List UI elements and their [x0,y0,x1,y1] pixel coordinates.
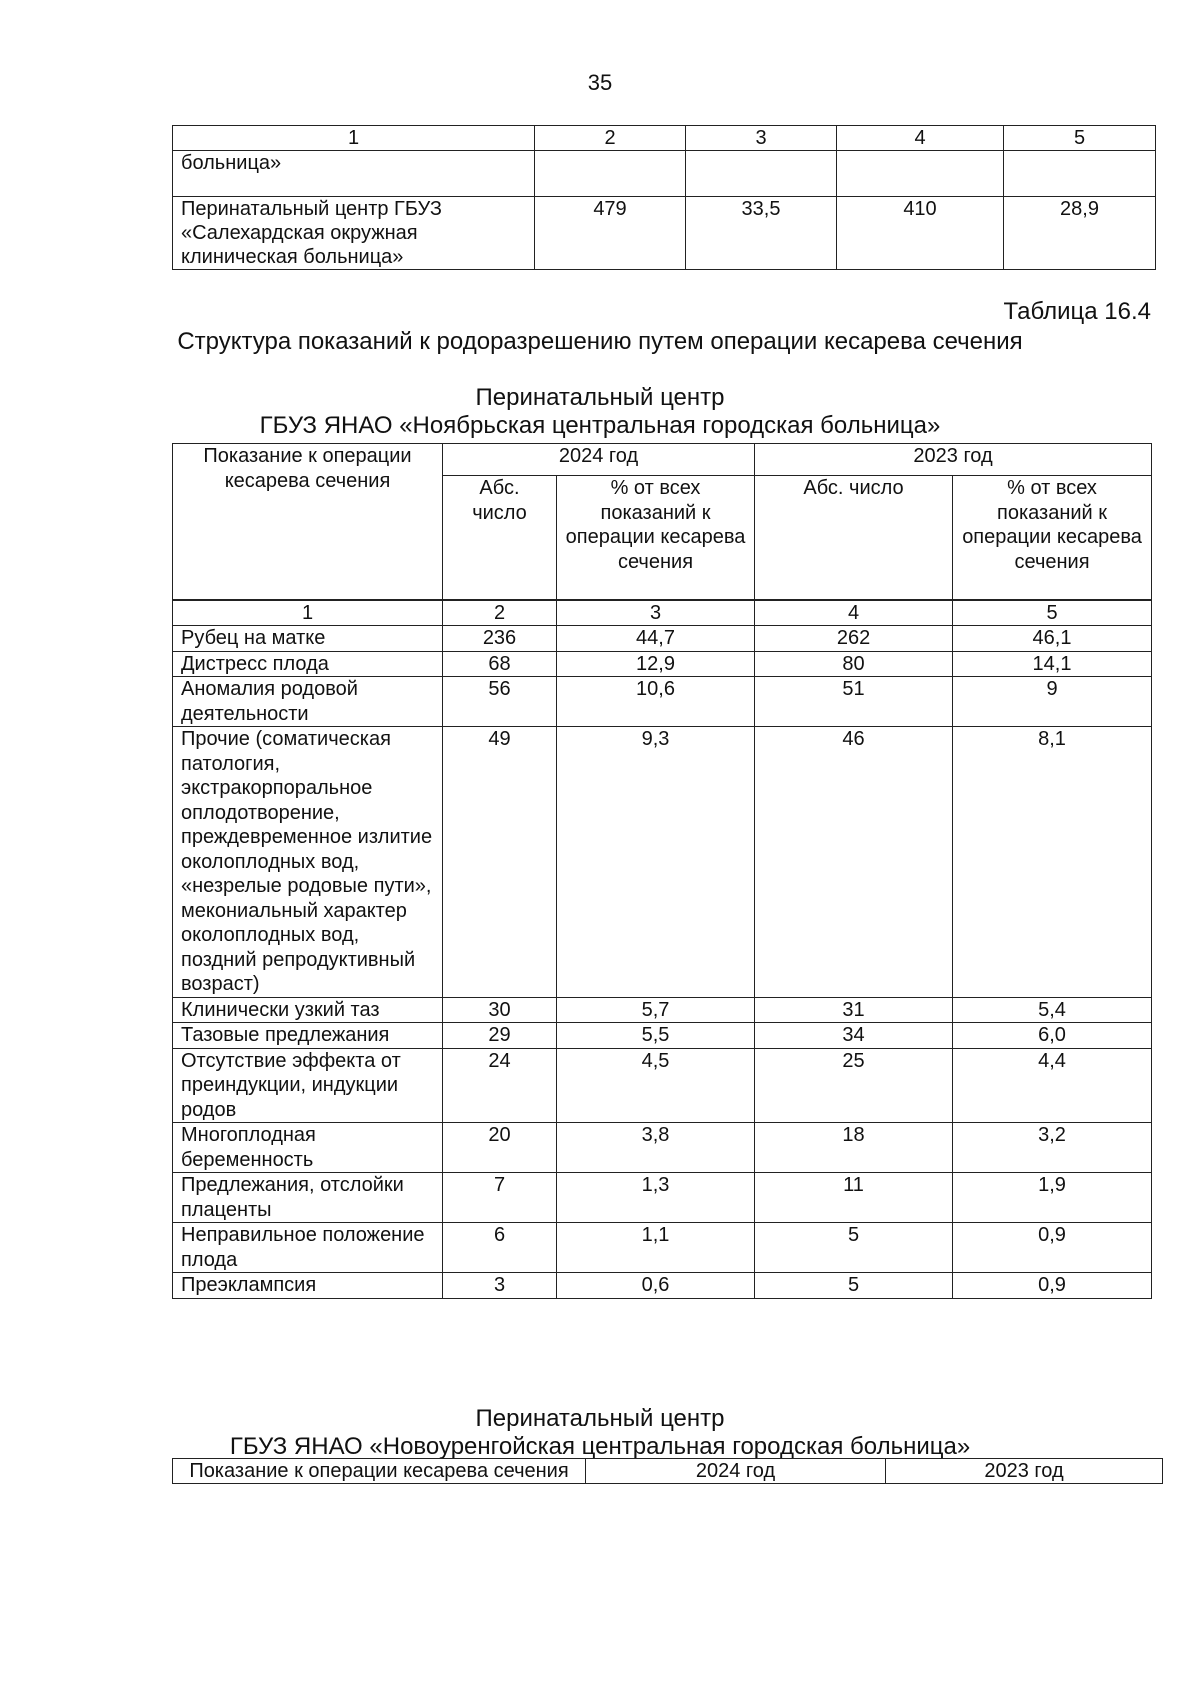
table-cell: 14,1 [953,651,1152,677]
row-label: Клинически узкий таз [173,997,443,1023]
top-table-continuation [172,125,1156,270]
table-cell: 0,9 [953,1223,1152,1273]
table-cell: 262 [755,626,953,652]
table-cell: 5 [755,1223,953,1273]
column-number-row [173,600,1152,626]
header-cell: 2 [535,126,686,151]
table-row [173,1023,1152,1049]
table-cell: 20 [443,1123,557,1173]
table-header-row [173,1459,1163,1484]
table-cell: 18 [755,1123,953,1173]
table-cell: 5,4 [953,997,1152,1023]
header-cell-abs: Абс. число [443,476,557,600]
table-cell: 6 [443,1223,557,1273]
header-cell-percent: % от всех показаний к операции кесарева сечения [557,476,755,600]
header-cell: 2 [443,600,557,626]
row-label: Предлежания, отслойки плаценты [173,1173,443,1223]
table-cell: 0,6 [557,1273,755,1299]
header-cell-year: 2024 год [443,444,755,476]
table-row [173,626,1152,652]
table-cell: 3 [443,1273,557,1299]
table-row [173,677,1152,727]
table-cell [686,151,837,197]
table-cell: 4,5 [557,1048,755,1123]
section-title-line: ГБУЗ ЯНАО «Новоуренгойская центральная городская больница» [229,1433,971,1460]
table-cell: 3,2 [953,1123,1152,1173]
table-cell: 68 [443,651,557,677]
header-cell-year: 2023 год [755,444,1152,476]
header-cell-year: 2024 год [586,1459,886,1484]
table-cell: 49 [443,727,557,998]
table-cell: 1,9 [953,1173,1152,1223]
table-cell: 24 [443,1048,557,1123]
header-cell-year: 2023 год [886,1459,1163,1484]
page-number: 35 [587,70,613,95]
table-row [173,1223,1152,1273]
table-cell: 30 [443,997,557,1023]
main-table [172,443,1152,1299]
header-cell: 4 [837,126,1004,151]
section-title [0,384,1200,440]
row-label: Отсутствие эффекта от преиндукции, индукции родов [173,1048,443,1123]
table-cell: 56 [443,677,557,727]
table-cell: 5 [755,1273,953,1299]
table-cell: 410 [837,197,1004,270]
table-cell: 51 [755,677,953,727]
table-cell: 10,6 [557,677,755,727]
table-cell: 1,1 [557,1223,755,1273]
table-cell: 9,3 [557,727,755,998]
table-cell: 46,1 [953,626,1152,652]
row-label: Перинатальный центр ГБУЗ «Салехардская окружная клиническая больница» [173,197,535,270]
row-label: Тазовые предлежания [173,1023,443,1049]
table-row [173,997,1152,1023]
table-row [173,151,1156,197]
bottom-table [172,1458,1163,1484]
row-label: больница» [173,151,535,197]
header-cell-abs: Абс. число [755,476,953,600]
header-cell: 5 [953,600,1152,626]
table-header-row [173,126,1156,151]
header-cell-indication: Показание к операции кесарева сечения [173,444,443,600]
header-cell-indication: Показание к операции кесарева сечения [173,1459,586,1484]
header-cell: 1 [173,126,535,151]
table-cell: 6,0 [953,1023,1152,1049]
header-cell: 5 [1004,126,1156,151]
table-header-row [173,444,1152,476]
table-cell [837,151,1004,197]
row-label: Неправильное положение плода [173,1223,443,1273]
table-row [173,727,1152,998]
main-table-body [173,626,1152,1299]
table-row [173,1123,1152,1173]
header-cell: 3 [686,126,837,151]
section-title [0,1405,1200,1461]
row-label: Преэклампсия [173,1273,443,1299]
row-label: Дистресс плода [173,651,443,677]
table-cell: 1,3 [557,1173,755,1223]
section-title-line: ГБУЗ ЯНАО «Ноябрьская центральная городская больница» [259,412,941,439]
table-cell: 34 [755,1023,953,1049]
header-cell: 1 [173,600,443,626]
table-cell: 5,7 [557,997,755,1023]
section-title-line: Перинатальный центр [475,384,725,411]
table-row [173,1048,1152,1123]
row-label: Многоплодная беременность [173,1123,443,1173]
table-title: Структура показаний к родоразрешению путем операции кесарева сечения [177,328,1023,355]
table-cell: 31 [755,997,953,1023]
table-cell: 479 [535,197,686,270]
table-row [173,197,1156,270]
table-cell: 0,9 [953,1273,1152,1299]
header-cell-percent: % от всех показаний к операции кесарева сечения [953,476,1152,600]
table-cell: 7 [443,1173,557,1223]
table-cell: 25 [755,1048,953,1123]
table-cell: 11 [755,1173,953,1223]
table-cell: 8,1 [953,727,1152,998]
table-caption: Таблица 16.4 [1003,298,1151,325]
table-row [173,651,1152,677]
table-cell: 44,7 [557,626,755,652]
table-cell [1004,151,1156,197]
table-cell: 12,9 [557,651,755,677]
table-cell: 28,9 [1004,197,1156,270]
table-cell [535,151,686,197]
row-label: Прочие (соматическая патология, экстракорпоральное оплодотворение, преждевременное излитие околоплодных вод, «незрелые родовые пути», мекониальный характер околоплодных вод, поздний репродуктивный возраст) [173,727,443,998]
section-title-line: Перинатальный центр [475,1405,725,1432]
table-cell: 4,4 [953,1048,1152,1123]
table-cell: 29 [443,1023,557,1049]
table-cell: 80 [755,651,953,677]
table-cell: 33,5 [686,197,837,270]
table-cell: 9 [953,677,1152,727]
table-row [173,1173,1152,1223]
row-label: Рубец на матке [173,626,443,652]
table-cell: 46 [755,727,953,998]
header-cell: 3 [557,600,755,626]
header-cell: 4 [755,600,953,626]
row-label: Аномалия родовой деятельности [173,677,443,727]
table-cell: 236 [443,626,557,652]
table-row [173,1273,1152,1299]
table-cell: 3,8 [557,1123,755,1173]
table-cell: 5,5 [557,1023,755,1049]
